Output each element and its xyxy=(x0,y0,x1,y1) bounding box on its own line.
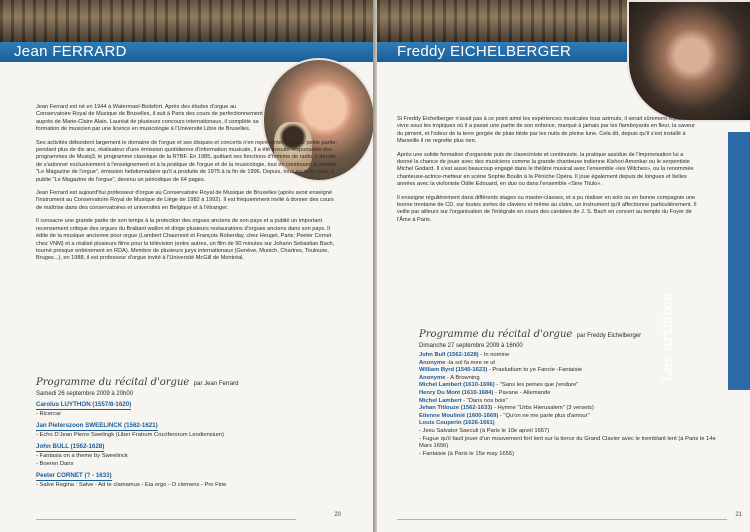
composer: Anonyme xyxy=(419,359,446,366)
program-row xyxy=(419,420,719,428)
program-title: Programme du récital d'orgue xyxy=(419,329,573,340)
program-header xyxy=(419,324,641,349)
program-performer: par Freddy Eichelberger xyxy=(576,333,642,339)
piece: - Boeren Dans xyxy=(36,460,74,467)
composer: Louis Couperin (1626-1661) xyxy=(419,420,495,427)
program-entry xyxy=(36,443,346,468)
page-right xyxy=(377,0,750,532)
bio-paragraph: Il consacre une grande partie de son temps à la protection des orgues anciens de son pays et a publié un important recensement critique des orgues du Brabant wallon et dirige plusieurs restaurations d'orgues anciens dans son pays. Il édite de la musique ancienne pour orgue (Lambert Chaumont et François Roberday, chez Heugel, Paris; Peeter Cornet chez VNM) et a réalisé plusieurs films pour la télévision (entre autres, un film de 90 minutes sur Johann Sebastian Bach, tourné presque entièrement en RDA). Membre de plusieurs jurys internationaux (Genève, Munich, Chartres, Toulouse, Bruges...), en 1988, il est professeur d'orgue invité à l'Université McGill de Montréal. xyxy=(36,218,335,262)
artist-portrait xyxy=(627,0,750,122)
program-row xyxy=(419,405,719,413)
program-header xyxy=(36,372,238,397)
composer: Carolus LUYTHON (1557/8-1620) xyxy=(36,401,132,408)
piece: - Hymne "Urbs Hierusalem" (3 versets) xyxy=(492,405,594,412)
composer: John BULL (1562-1628) xyxy=(36,443,105,451)
program-row xyxy=(419,382,719,390)
composer: Michel Lambert xyxy=(419,397,462,404)
program-list xyxy=(36,401,346,493)
artist-name xyxy=(397,42,571,62)
footer-rule xyxy=(36,519,296,520)
bio-paragraph: Jean Ferrard est aujourd'hui professeur d'orgue au Conservatoire Royal de Musique de Bruxelles (après avoir enseigné l'instrument au Conservatoire Royal de Musique de Liège de 1982 à 1992). Il est fréquemment invité à donner des cours de maîtrise dans des conservatoires et universités en Belgique et à l'étranger. xyxy=(36,190,334,211)
program-entry xyxy=(36,422,346,439)
footer-rule xyxy=(397,519,727,520)
bio-paragraph: Après une solide formation d'organiste puis de claveciniste et continuiste, la pratique assidue de l'improvisation lui a donné la chance de jouer avec des musiciens comme la grande chanteuse indienne Kishori Amonkar ou le serpentiste Michel Godard. Il s'est aussi beaucoup engagé dans le théâtre musical avec l'ensemble «les Witches», ou la renommée chanteuse-actrice-metteur en scène Sophie Boulin à la Péniche Opéra. Il joue également depuis de longues et belles années avec la violoniste Odile Edouard, en duo ou dans l'ensemble «Sine Titulo». xyxy=(397,151,694,188)
piece: - "Sans les peines que j'endure" xyxy=(494,382,579,389)
composer: William Byrd (1540-1623) xyxy=(419,367,488,374)
composer: Jehan Titlouze (1562-1633) xyxy=(419,405,493,412)
program-row xyxy=(419,390,719,398)
piece: -la sol fa mee re ut xyxy=(445,359,496,366)
piece: - Salve Regina : Salve - Ad te clamamus - Eia ergo - O clemens - Pro Fine xyxy=(36,481,227,488)
artist-last-name: FERRARD xyxy=(52,43,127,60)
composer: Jan Pieterszoon SWEELINCK (1562-1621) xyxy=(36,422,158,430)
piece-detail: - Fantaisie (à Paris le 15e may 1656) xyxy=(419,450,515,457)
composer: Michel Lambert (1610-1696) xyxy=(419,382,495,389)
piece: - "Qu'on ne me parle plus d'amour" xyxy=(498,412,590,419)
program-row xyxy=(419,398,719,406)
piece: - A Browning xyxy=(445,374,480,381)
page-number: 21 xyxy=(735,512,742,518)
header-photo-strip xyxy=(0,0,373,42)
piece: - In nomine xyxy=(478,352,510,358)
section-tab xyxy=(728,132,750,390)
program-date: Dimanche 27 septembre 2009 à 16h00 xyxy=(419,343,523,349)
bio-paragraph: Ses activités débordent largement le domaine de l'orgue et ses disques et concerts n'en représentent qu'une petite partie: pendant plus de dix ans, réalisateur d'une émission quotidienne d'information musicale, il a été ensuite responsable des programmes de Musiq3, le programme classique de la RTBF. En 1985, quittant ses fonctions d'homme de radio, il décide de s'adonner exclusivement à l'enseignement et à la pratique de l'orgue et de la musicologie, tout en continuant à réaliser "Le Magazine de l'orgue", émission hebdomadaire qu'il a produite de 1975 à la fin de 1996. Depuis, tous les trois mois, il publie "Le Magazine de l'orgue", devenu un périodique de 64 pages. xyxy=(36,139,338,183)
composer: Anonyme xyxy=(419,374,446,381)
piece: - Fantasia on a theme by Sweelinck xyxy=(36,452,128,459)
program-performer: par Jean Ferrard xyxy=(193,381,239,387)
piece-detail: - Fugue qu'il fault jouer d'un mouvement fort lent sur la tierce du Grand Clavier avec le tremblant lent (à Paris le 14e Mars 1656) xyxy=(419,435,716,450)
piece: - Ricercar xyxy=(36,410,62,417)
program-row xyxy=(419,413,719,421)
biography xyxy=(397,116,697,230)
composer: Etienne Moulinié (1600-1669) xyxy=(419,412,499,419)
bio-paragraph: Si Freddy Eichelberger n'avait pas à ce point aimé les expériences musicales tous azimuts, il serait sûrement reparti vivre sous les tropiques où il a passé une partie de son enfance, marqué à jamais par les flamboyants en fleur, la saveur du piment, et l'odeur de la terre gorgée de pluie tiède par les nuits de pleine lune. Cela dit, depuis qu'il s'est installé à Marseille il ne regrette plus rien. xyxy=(397,116,695,145)
piece: - Echo D'Jean Pierre Swelingk (Liber Fratrum Cruciferorum Leodiensium) xyxy=(36,431,224,438)
page-left xyxy=(0,0,373,532)
artist-last-name: EICHELBERGER xyxy=(449,43,572,60)
composer: Henry Du Mont (1610-1684) xyxy=(419,389,494,396)
bio-paragraph: Jean Ferrard est né en 1944 à Watermael-Boitsfort. Après des études d'orgue au Conservatoire Royal de Musique de Bruxelles, il suit à Paris des cours de perfectionnement auprès de Marie-Claire Alain. Lauréat de plusieurs concours internationaux, il complète sa formation de musicien par une licence en musicologie à l'Université Libre de Bruxelles. xyxy=(36,104,263,133)
artist-name xyxy=(14,42,127,62)
section-label: Les artistes xyxy=(658,293,677,382)
composer: Peeter CORNET (? - 1633) xyxy=(36,472,112,480)
artist-first-name: Freddy xyxy=(397,43,450,60)
program-date: Samedi 26 septembre 2009 à 20h00 xyxy=(36,391,134,397)
program-entry xyxy=(36,401,346,418)
artist-first-name: Jean xyxy=(14,43,53,60)
piece-detail: - Jesu Salvator Saeculi (à Paris le 10e apvril 1657) xyxy=(419,427,550,434)
program-entry xyxy=(36,472,346,489)
program-title: Programme du récital d'orgue xyxy=(36,377,190,388)
composer: John Bull (1562-1628) xyxy=(419,352,479,358)
bio-paragraph: Il enseigne régulièrement dans différents stages ou master-classes, et a pu réaliser en solo ou en bonne compagnie une bonne trentaine de CD, sur toutes sortes de claviers et même au cistre, un instrument qu'il affectionne particulièrement. Il veille par ailleurs sur l'organisation de l'intégrale en cours des cantates de J. S. Bach en concert au temple du Foyer de l'Âme à Paris. xyxy=(397,194,697,223)
piece: - "Dans nos bois" xyxy=(461,397,508,404)
piece: - Pavane - Allemande xyxy=(493,389,551,396)
page-number: 20 xyxy=(334,512,341,518)
piece: - Praeludium to ye Fancie -Fantaisie xyxy=(487,367,582,374)
biography xyxy=(36,104,338,269)
